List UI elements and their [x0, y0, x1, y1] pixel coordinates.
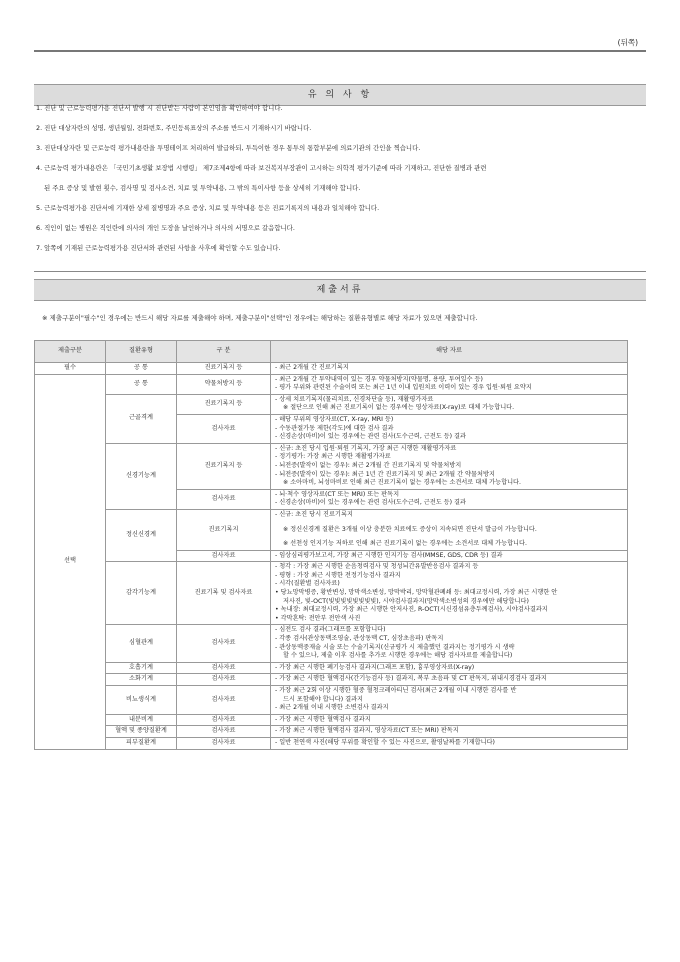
header-submission-type: 제출구분	[35, 341, 106, 363]
cell-materials: - 신규: 초진 당시 진료기록지 ※ 정신신경계 질환은 3개월 이상 충분한 치료에도 증상이 지속되면 진단서 발급이 가능합니다. ※ 선천성 인지기능 저하로 인해 최근 진료기록이 없는 경우에는 소견서로 대체 가능합니다.	[271, 509, 628, 550]
cell-kind: 검사자료	[177, 414, 271, 443]
docs-section-title: 제출서류	[34, 279, 646, 301]
cell-type: 공 통	[106, 363, 177, 375]
cell-kind: 검사자료	[177, 662, 271, 674]
table-row	[35, 726, 628, 738]
table-row	[35, 374, 628, 394]
cell-kind: 약물처방지 등	[177, 374, 271, 394]
cell-kind: 검사자료	[177, 625, 271, 662]
table-header-row	[35, 341, 628, 363]
cell-type: 혈액 및 종양질환계	[106, 726, 177, 738]
cell-kind: 검사자료	[177, 489, 271, 509]
table-row	[35, 662, 628, 674]
cell-materials: - 최근 2개월 간 투약내역이 있는 경우 약물처방지(약물명, 용량, 투여일수 등) - 평가 부위와 관련된 수술이력 또는 최근 1년 이내 입원치료 이력이 있는 경우 입원·퇴원 요약지	[271, 374, 628, 394]
cell-kind: 검사자료	[177, 674, 271, 686]
note-item-continued: 된 주요 증상 및 발현 횟수, 검사명 및 검사소견, 치료 및 투약내용, 그 밖의 특이사항 등을 상세히 기재해야 합니다.	[44, 184, 361, 192]
table-row	[35, 625, 628, 662]
cell-kind: 검사자료	[177, 686, 271, 715]
cell-kind: 검사자료	[177, 737, 271, 749]
note-item: 6. 직인이 없는 병원은 직인란에 의사의 개인 도장을 날인하거나 의사의 서명으로 갈음합니다.	[36, 224, 295, 232]
cell-type: 호흡기계	[106, 662, 177, 674]
cell-type: 비뇨생식계	[106, 686, 177, 715]
cell-kind: 검사자료	[177, 714, 271, 726]
header-materials: 해당 자료	[271, 341, 628, 363]
required-documents-table	[34, 340, 628, 750]
table-row	[35, 509, 628, 550]
note-item: 3. 진단대상자란 및 근로능력 평가내용란을 투명테이프 처리하여 발급하되, 투득이한 경우 통투의 통합부분에 의료기관의 간인을 찍습니다.	[36, 144, 421, 152]
table-row	[35, 737, 628, 749]
cell-materials: - 뇌·척수 영상자료(CT 또는 MRI) 또는 판독지 - 신경손상(마비)이 있는 경우에는 관련 검사(도수근력, 근전도 등) 결과	[271, 489, 628, 509]
docs-instruction: ※ 제출구분이"필수"인 경우에는 반드시 해당 자료를 제출해야 하며, 제출구분이"선택"인 경우에는 해당하는 질환유형별로 해당 자료가 있으면 제출합니다.	[42, 314, 478, 322]
cell-type: 내분비계	[106, 714, 177, 726]
cell-materials: - 가장 최근 시행한 혈액검사 결과지	[271, 714, 628, 726]
cell-materials: - 가장 최근 시행한 혈액검사 결과지, 영상자료(CT 또는 MRI) 판독지	[271, 726, 628, 738]
cell-kind: 검사자료	[177, 550, 271, 562]
cell-materials: - 일반 천연색 사진(해당 부위를 확인할 수 있는 사진으로, 촬영날짜를 기재합니다)	[271, 737, 628, 749]
cell-kind: 진료기록지 등	[177, 443, 271, 489]
cell-kind: 진료기록지 등	[177, 363, 271, 375]
page-side-label: (뒤쪽)	[617, 38, 638, 47]
table-row	[35, 394, 628, 414]
cell-materials: - 임상심리평가보고서, 가장 최근 시행한 인지기능 검사(MMSE, GDS, CDR 등) 결과	[271, 550, 628, 562]
cell-kind: 검사자료	[177, 726, 271, 738]
cell-materials: - 가장 최근 시행한 혈액검사(간기능검사 등) 결과지, 복부 초음파 및 CT 판독지, 위내시경검사 결과지	[271, 674, 628, 686]
table-row	[35, 674, 628, 686]
cell-materials: - 해당 부위의 영상자료(CT, X-ray, MRI 등) - 수동관절가동 제한(각도)에 대한 검사 결과 - 신경손상(마비)이 있는 경우에는 관련 검사(도수근력, 근전도 등) 결과	[271, 414, 628, 443]
cell-type: 소화기계	[106, 674, 177, 686]
cell-type: 공 통	[106, 374, 177, 394]
cell-type: 감각기능계	[106, 562, 177, 625]
note-item: 7. 앞쪽에 기재된 근로능력평가용 진단서와 관련된 사항을 사후에 확인할 수도 있습니다.	[36, 244, 281, 252]
cell-kind: 진료기록 및 검사자료	[177, 562, 271, 625]
note-item: 1. 진단 및 근로능력평가용 진단서 발행 시 진단받는 사람이 본인임을 확인하여야 합니다.	[36, 104, 283, 112]
header-disease-type: 질환유형	[106, 341, 177, 363]
cell-materials: - 가장 최근 2회 이상 시행한 혈중 혈청크레아티닌 검사(최근 2개월 이내 시행한 검사를 반 드시 포함해야 합니다) 결과지 - 최근 2개월 이내 시행한 소변검사 결과지	[271, 686, 628, 715]
notes-divider	[34, 271, 646, 272]
cell-required: 필수	[35, 363, 106, 375]
cell-materials: - 상세 치료기록지(물리치료, 신경차단술 등), 재활평가자료 ※ 절단으로 인해 최근 진료기록이 없는 경우에는 영상자료(X-ray)로 대체 가능합니다.	[271, 394, 628, 414]
top-divider	[34, 50, 646, 52]
cell-materials: - 신규: 초진 당시 입원·퇴원 기록지, 가장 최근 시행한 재활평가자료 - 정기평가: 가장 최근 시행한 재활평가자료 - 뇌전증(발작이 없는 경우): 최근 2개월 간 진료기록지 및 약물처방지 - 뇌전증(발작이 있는 경우): 최근 1년 간 진료기록지 및 최근 2개월 간 약물처방지 ※ 소아마비, 뇌성마비로 인해 최근 진료기록이 없는 경우에는 소견서로 대체 가능합니다.	[271, 443, 628, 489]
table-row	[35, 443, 628, 489]
cell-type: 심혈관계	[106, 625, 177, 662]
cell-materials: - 심전도 검사 결과(그래프를 포함합니다) - 각종 검사(관상동맥조영술, 관상동맥 CT, 심장초음파) 판독지 - 관상동맥중재술 시술 또는 수술기록지(신규평가 시 제출했던 결과지는 정기평가 시 생략 할 수 있으나, 제출 이후 검사를 추가로 시행한 경우에는 해당 검사자료를 제출합니다)	[271, 625, 628, 662]
cell-type: 피부질환계	[106, 737, 177, 749]
cell-type: 정신신경계	[106, 509, 177, 561]
notes-list	[36, 104, 646, 264]
notes-section-title: 유 의 사 항	[34, 84, 646, 106]
note-item: 2. 진단 대상자란의 성명, 생년월일, 전화번호, 주민등록표상의 주소를 반드시 기재하시기 바랍니다.	[36, 124, 312, 132]
table-row	[35, 686, 628, 715]
cell-materials: - 가장 최근 시행한 폐기능검사 결과지(그래프 포함), 흉부영상자료(X-ray)	[271, 662, 628, 674]
cell-kind: 진료기록지	[177, 509, 271, 550]
table-row	[35, 562, 628, 625]
cell-kind: 진료기록지 등	[177, 394, 271, 414]
note-item: 4. 근로능력 평가내용란은 「국민기초생활 보장법 시행령」 제7조제4항에 따라 보건복지부장관이 고시하는 의학적 평가기준에 따라 기재하고, 진단한 질병과 관련	[36, 164, 487, 172]
cell-optional: 선택	[35, 374, 106, 749]
header-category: 구 분	[177, 341, 271, 363]
table-row	[35, 714, 628, 726]
cell-type: 근골격계	[106, 394, 177, 443]
cell-materials: - 청각 : 가장 최근 시행한 순음청력검사 및 청성뇌간유발반응검사 결과지 등 - 평형 : 가장 최근 시행한 전정기능검사 결과지 - 시각(질환별 검사자료) • 당뇨망막병증, 황반변성, 망막색소변성, 망막박리, 망막혈관폐쇄 등: 최대교정시력, 가장 최근 시행한 안 저사진, 빛-OCT(빛빛빛빛빛빛빛빛), 시야검사결과지(망막색소변성의 경우에만 해당합니다) • 녹내장: 최대교정시력, 가장 최근 시행한 안저사진, R-OCT(시신경섬유층두께검사), 시야검사결과지 • 각막혼탁: 전안부 전안색 사진	[271, 562, 628, 625]
note-item: 5. 근로능력평가용 진단서에 기재한 상세 질병명과 주요 증상, 치료 및 투약내용 등은 진료기록지의 내용과 일치해야 합니다.	[36, 204, 380, 212]
cell-type: 신경기능계	[106, 443, 177, 509]
table-row	[35, 363, 628, 375]
cell-materials: - 최근 2개월 간 진료기록지	[271, 363, 628, 375]
